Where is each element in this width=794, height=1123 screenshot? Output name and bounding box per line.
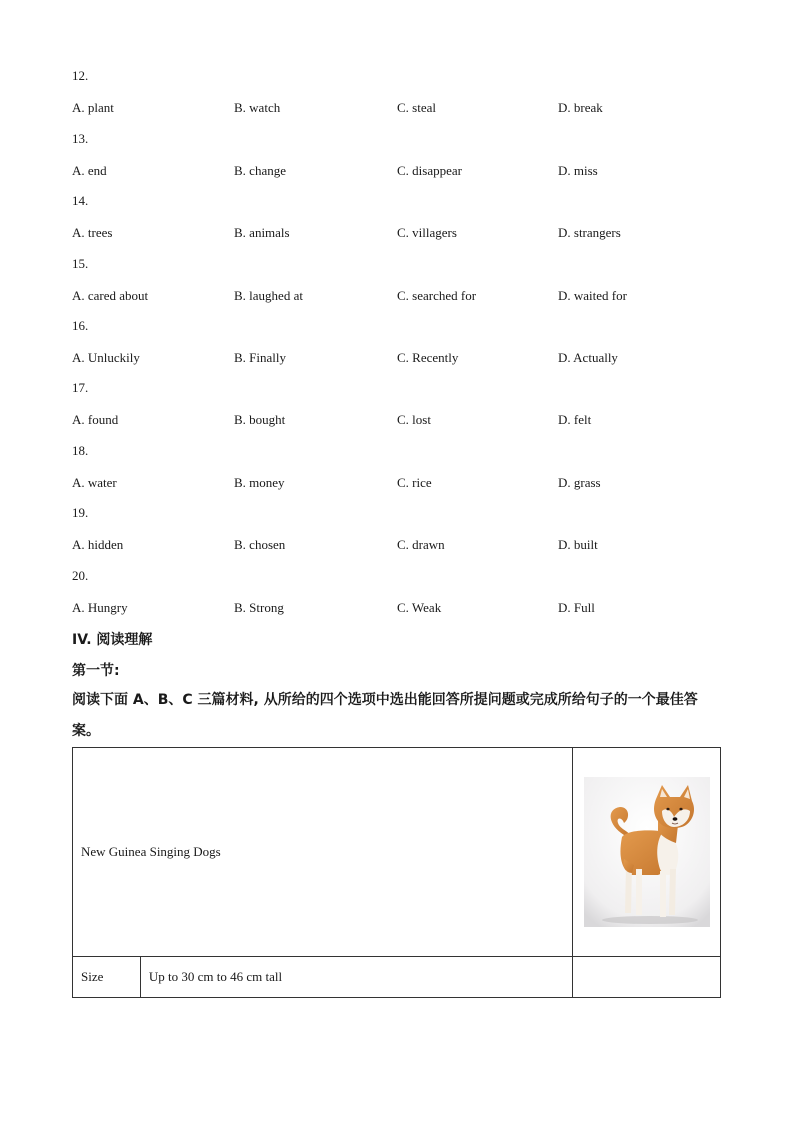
option-d: D. built (558, 537, 598, 552)
section-title: IV. 阅读理解 (72, 632, 153, 648)
empty-cell (573, 957, 721, 998)
option-d: D. miss (558, 163, 598, 178)
question-number: 12. (72, 68, 89, 83)
option-d: D. grass (558, 475, 601, 490)
option-a: A. water (72, 475, 117, 490)
option-c: C. drawn (397, 537, 445, 552)
option-a: A. plant (72, 100, 114, 115)
question-number: 20. (72, 568, 89, 583)
option-c: C. Recently (397, 350, 459, 365)
option-b: B. animals (234, 225, 290, 240)
option-c: C. lost (397, 412, 431, 427)
option-d: D. break (558, 100, 603, 115)
option-c: C. searched for (397, 288, 477, 303)
option-b: B. bought (234, 412, 286, 427)
option-c: C. disappear (397, 163, 462, 178)
option-b: B. watch (234, 100, 281, 115)
table-title: New Guinea Singing Dogs (81, 844, 221, 859)
table-row (73, 957, 721, 998)
option-d: D. Full (558, 600, 595, 615)
question-number: 15. (72, 256, 89, 271)
option-b: B. Strong (234, 600, 284, 615)
option-a: A. hidden (72, 537, 124, 552)
option-c: C. steal (397, 100, 436, 115)
section-instruction: 阅读下面 A、B、C 三篇材料, 从所给的四个选项中选出能回答所提问题或完成所给句子的一个最佳答案。 (72, 692, 698, 739)
shiba-dog-image (584, 777, 710, 927)
option-c: C. villagers (397, 225, 457, 240)
option-c: C. rice (397, 475, 432, 490)
option-d: D. Actually (558, 350, 618, 365)
question-number: 13. (72, 131, 89, 146)
section-subtitle: 第一节: (72, 663, 120, 679)
option-b: B. laughed at (234, 288, 303, 303)
question-number: 18. (72, 443, 89, 458)
row-value: Up to 30 cm to 46 cm tall (148, 969, 283, 984)
row-label-cell (73, 957, 141, 998)
row-value-cell (140, 957, 572, 998)
row-label: Size (81, 969, 104, 984)
option-a: A. Unluckily (72, 350, 140, 365)
option-a: A. trees (72, 225, 113, 240)
image-cell (573, 748, 721, 957)
table-header-row (73, 748, 721, 957)
option-b: B. chosen (234, 537, 286, 552)
option-b: B. Finally (234, 350, 287, 365)
option-b: B. money (234, 475, 285, 490)
question-number: 19. (72, 505, 89, 520)
option-d: D. strangers (558, 225, 621, 240)
option-b: B. change (234, 163, 286, 178)
option-a: A. Hungry (72, 600, 128, 615)
question-number: 14. (72, 193, 89, 208)
question-number: 17. (72, 380, 89, 395)
option-a: A. found (72, 412, 119, 427)
option-a: A. cared about (72, 288, 149, 303)
option-d: D. waited for (558, 288, 627, 303)
option-c: C. Weak (397, 600, 442, 615)
question-number: 16. (72, 318, 89, 333)
option-d: D. felt (558, 412, 592, 427)
option-a: A. end (72, 163, 107, 178)
dog-info-table (72, 747, 721, 998)
table-title-cell (73, 748, 573, 957)
